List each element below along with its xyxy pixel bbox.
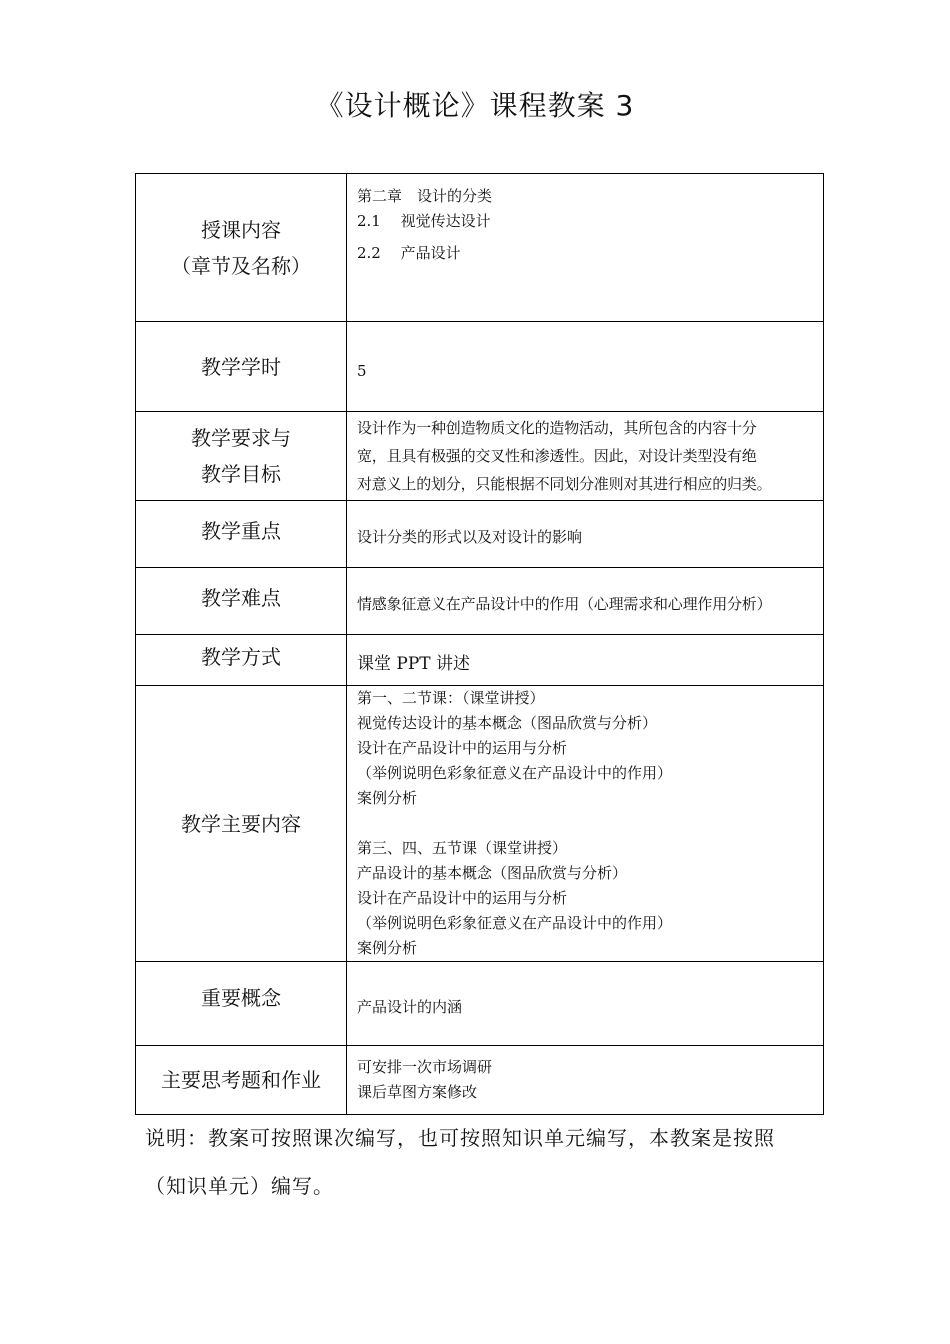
content-line: 产品设计的内涵 <box>357 998 463 1016</box>
row-label <box>136 501 347 568</box>
table-row-teaching-hours <box>136 322 824 412</box>
content-line: 2.1 视觉传达设计 <box>357 212 491 230</box>
document-title: 《设计概论》课程教案 3 <box>315 89 635 122</box>
table-row-main-content <box>136 686 824 962</box>
note-line: 说明：教案可按照课次编写，也可按照知识单元编写，本教案是按照 <box>145 1126 775 1150</box>
label-line: 教学要求与 <box>191 426 291 450</box>
row-content <box>347 568 824 635</box>
label-line: 重要概念 <box>201 986 281 1010</box>
content-line: 宽，且具有极强的交叉性和渗透性。因此，对设计类型没有绝 <box>357 447 757 465</box>
table-row-teaching-method <box>136 635 824 686</box>
row-content <box>347 412 824 501</box>
label-line: 教学学时 <box>201 354 281 379</box>
row-content <box>347 635 824 686</box>
content-line: （举例说明色彩象征意义在产品设计中的作用） <box>357 914 673 932</box>
content-line: 案例分析 <box>357 939 418 957</box>
explanation-note <box>145 1114 825 1210</box>
row-label <box>136 686 347 962</box>
content-line: 情感象征意义在产品设计中的作用（心理需求和心理作用分析） <box>357 594 772 613</box>
content-line: 设计在产品设计中的运用与分析 <box>357 739 568 757</box>
content-line: 案例分析 <box>357 789 418 807</box>
label-line: 教学难点 <box>201 586 281 610</box>
row-label <box>136 1046 347 1115</box>
content-line: 第三、四、五节课（课堂讲授） <box>357 839 568 857</box>
content-line: 对意义上的划分，只能根据不同划分准则对其进行相应的归类。 <box>357 475 772 493</box>
row-label <box>136 322 347 412</box>
row-content <box>347 501 824 568</box>
table-row-lecture-content <box>136 174 824 322</box>
label-line: 授课内容 <box>201 217 281 242</box>
row-content <box>347 174 824 322</box>
row-content <box>347 686 824 962</box>
label-line: 主要思考题和作业 <box>161 1068 321 1092</box>
label-line: 教学重点 <box>201 519 281 543</box>
content-line: 设计作为一种创造物质文化的造物活动，其所包含的内容十分 <box>357 419 757 437</box>
table-row-difficulties <box>136 568 824 635</box>
label-line: 教学主要内容 <box>181 811 301 836</box>
row-label <box>136 412 347 501</box>
row-label <box>136 962 347 1046</box>
label-line: 教学方式 <box>201 645 281 669</box>
content-line: 产品设计的基本概念（图品欣赏与分析） <box>357 864 628 882</box>
content-line: 视觉传达设计的基本概念（图品欣赏与分析） <box>357 714 658 732</box>
content-line: 第一、二节课：（课堂讲授） <box>357 689 545 707</box>
label-line: 教学目标 <box>201 462 281 486</box>
content-line: 5 <box>357 362 367 380</box>
content-line: 课堂 PPT 讲述 <box>357 653 471 674</box>
content-line: 第二章 设计的分类 <box>357 187 493 205</box>
row-label <box>136 635 347 686</box>
row-content <box>347 1046 824 1115</box>
content-line: 可安排一次市场调研 <box>357 1058 493 1076</box>
label-line: （章节及名称） <box>171 253 311 278</box>
table-row-key-concepts <box>136 962 824 1046</box>
content-line: （举例说明色彩象征意义在产品设计中的作用） <box>357 764 673 782</box>
blank-line <box>357 811 817 836</box>
row-content <box>347 962 824 1046</box>
row-label <box>136 568 347 635</box>
row-content <box>347 322 824 412</box>
content-line: 课后草图方案修改 <box>357 1083 478 1101</box>
lesson-plan-table <box>135 173 824 1115</box>
note-line: （知识单元）编写。 <box>145 1174 334 1198</box>
content-line: 设计在产品设计中的运用与分析 <box>357 889 568 907</box>
table-row-key-points <box>136 501 824 568</box>
content-line: 2.2 产品设计 <box>357 244 461 262</box>
content-line: 设计分类的形式以及对设计的影响 <box>357 527 583 546</box>
table-row-requirements-objectives <box>136 412 824 501</box>
table-row-assignments <box>136 1046 824 1115</box>
row-label <box>136 174 347 322</box>
